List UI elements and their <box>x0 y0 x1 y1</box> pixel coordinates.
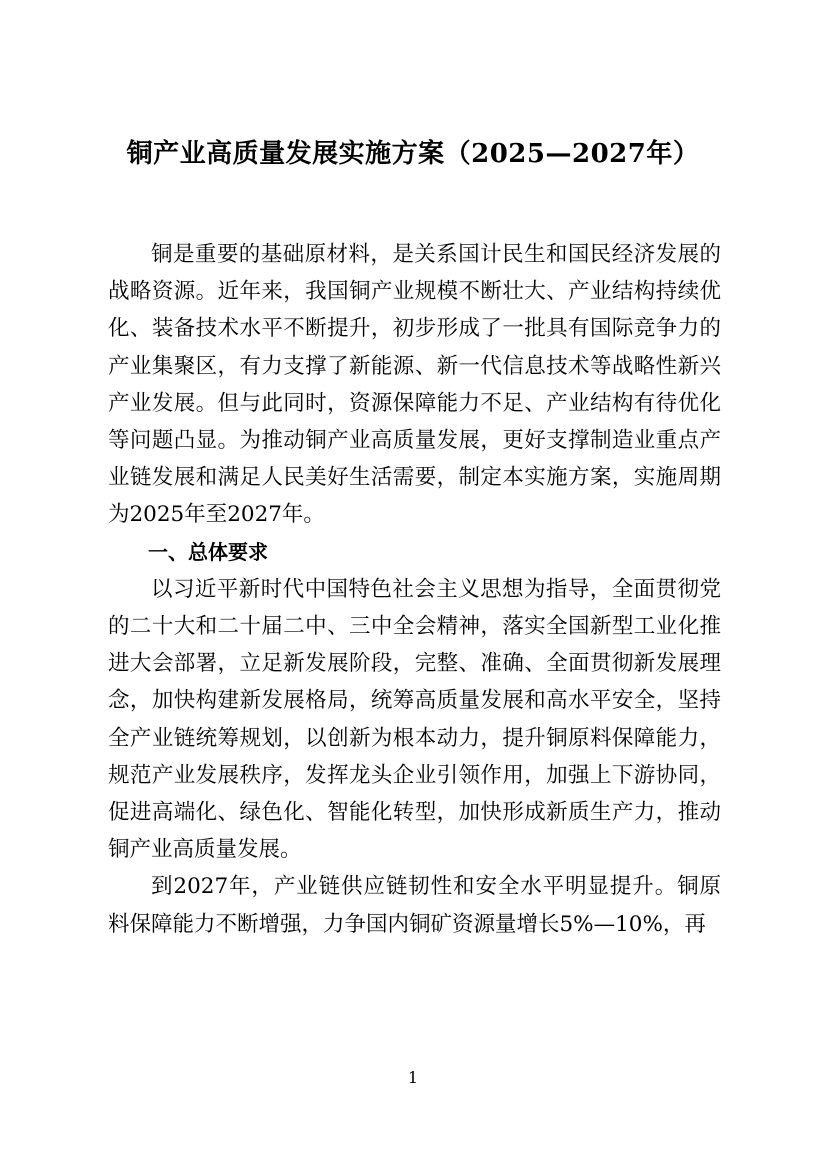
page-title: 铜产业高质量发展实施方案（2025—2027年） <box>126 139 700 169</box>
intro-paragraph: 铜是重要的基础原材料，是关系国计民生和国民经济发展的战略资源。近年来，我国铜产业规模不断壮大、产业结构持续优化、装备技术水平不断提升，初步形成了一批具有国际竞争力的产业集聚区，有力支撑了新能源、新一代信息技术等战略性新兴产业发展。但与此同时，资源保障能力不足、产业结构有待优化等问题凸显。为推动铜产业高质量发展，更好支撑制造业重点产业链发展和满足人民美好生活需要，制定本实施方案，实施周期为2025年至2027年。 <box>108 242 721 528</box>
section-heading-general-requirements: 一、总体要求 <box>148 539 268 564</box>
targets-paragraph: 到2027年，产业链供应链韧性和安全水平明显提升。铜原料保障能力不断增强，力争国内铜矿资源量增长5%—10%，再 <box>108 874 721 937</box>
page-number: 1 <box>407 1068 419 1087</box>
document-body <box>108 236 721 943</box>
guiding-principle-paragraph: 以习近平新时代中国特色社会主义思想为指导，全面贯彻党的二十大和二十届二中、三中全会精神，落实全国新型工业化推进大会部署，立足新发展阶段，完整、准确、全面贯彻新发展理念，加快构建新发展格局，统筹高质量发展和高水平安全，坚持全产业链统筹规划，以创新为根本动力，提升铜原料保障能力，规范产业发展秩序，发挥龙头企业引领作用，加强上下游协同，促进高端化、绿色化、智能化转型，加快形成新质生产力，推动铜产业高质量发展。 <box>108 576 721 863</box>
